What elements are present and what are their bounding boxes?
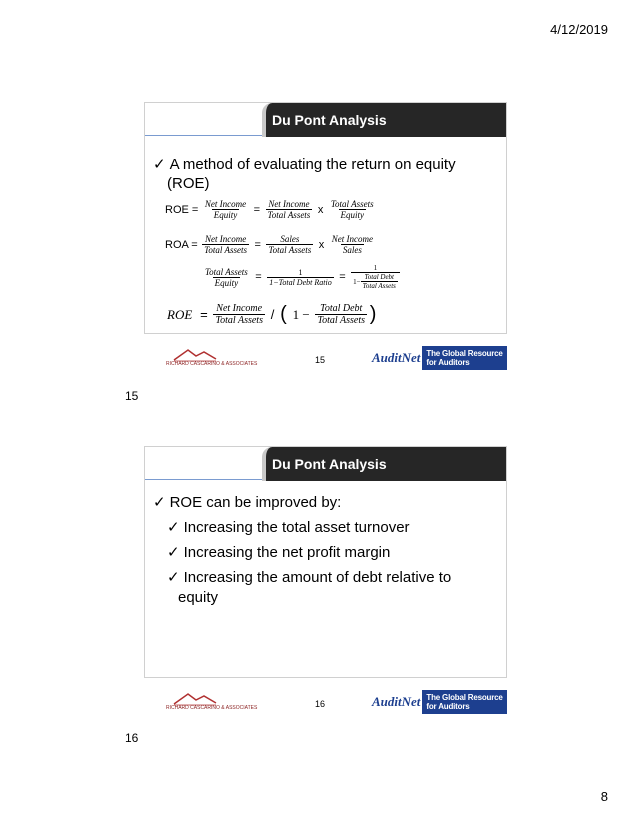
slide-title: Du Pont Analysis	[272, 456, 387, 472]
roa-formula: ROA = $\frac{\text{Net Income}}{\text{Total Assets}}$ = $\frac{\text{Sales}}{\text{Total Assets}}$ x $\frac{\text{Net Income}}{\text{Sales}}$	[165, 234, 374, 255]
slide-header-left	[145, 103, 262, 136]
auditnet-logo: AuditNet The Global Resource for Auditors	[372, 348, 507, 368]
slide-label: 16	[125, 731, 139, 745]
checkmark-icon: ✓	[153, 493, 166, 511]
slide-15	[144, 102, 507, 334]
sub-bullet-item: ✓ Increasing the amount of debt relative to	[167, 568, 452, 586]
slide-title: Du Pont Analysis	[272, 112, 387, 128]
sub-bullet-continuation: equity	[178, 589, 219, 606]
slide-header-left	[145, 447, 262, 480]
bullet-continuation: (ROE)	[167, 175, 210, 192]
slide-16	[144, 446, 507, 678]
slide-footer-number: 16	[315, 699, 326, 709]
bullet-item: ✓ A method of evaluating the return on equity	[153, 155, 456, 173]
bullet-item: ✓ ROE can be improved by:	[153, 493, 342, 511]
checkmark-icon: ✓	[153, 155, 166, 173]
equity-multiplier-formula: $\frac{\text{Total Assets}}{\text{Equity}}$ = $\frac{1}{\text{1−Total Debt Ratio}}$ = 1 1− $\frac{\text{Total Debt}}{\text{Total Assets}}$	[203, 264, 400, 290]
rc-logo: RICHARD CASCARINO & ASSOCIATES	[166, 346, 256, 368]
checkmark-icon: ✓	[167, 518, 180, 536]
page-number: 8	[600, 789, 608, 804]
roe-formula: ROE = $\frac{\text{Net Income}}{\text{Equity}}$ = $\frac{\text{Net Income}}{\text{Total Assets}}$ x $\frac{\text{Total Assets}}{\text{Equity}}$	[165, 199, 374, 220]
sub-bullet-item: ✓ Increasing the net profit margin	[167, 543, 391, 561]
checkmark-icon: ✓	[167, 543, 180, 561]
rc-logo: RICHARD CASCARINO & ASSOCIATES	[166, 690, 256, 712]
sub-bullet-item: ✓ Increasing the total asset turnover	[167, 518, 410, 536]
roe-decomposition-formula: ROE = $\frac{\text{Net Income}}{\text{Total Assets}}$ / ( 1 − $\frac{\text{Total Debt}}{\text{Total Assets}}$ )	[167, 303, 377, 326]
slide-label: 15	[125, 389, 139, 403]
checkmark-icon: ✓	[167, 568, 180, 586]
slide-footer-number: 15	[315, 355, 326, 365]
page-date: 4/12/2019	[550, 22, 608, 37]
auditnet-logo: AuditNet The Global Resource for Auditors	[372, 692, 507, 712]
